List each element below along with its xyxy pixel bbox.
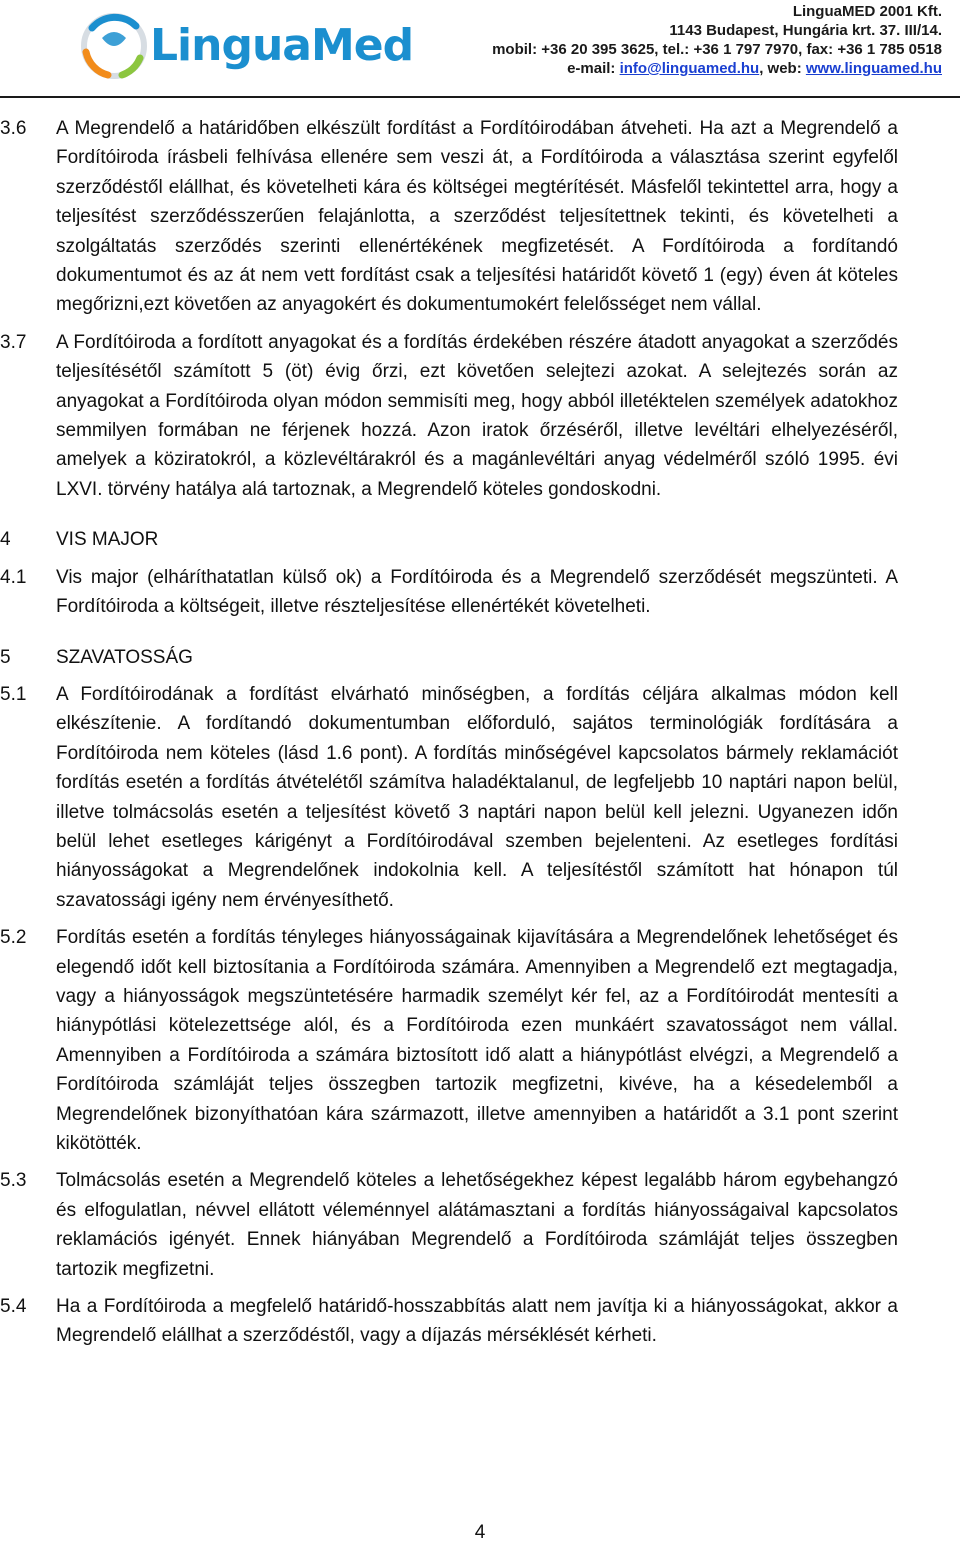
- section-number: 5.4: [0, 1296, 27, 1318]
- section-number: 4.1: [0, 566, 27, 588]
- section-text: Vis major (elháríthatatlan külső ok) a Fordítóiroda és a Megrendelő szerződését megszünteti. A Fordítóiroda a költségeit, illetve részteljesítése ellenértékét követelheti.: [56, 566, 898, 618]
- heading-szavatossag: [0, 643, 960, 672]
- web-label: , web:: [759, 60, 806, 77]
- section-5-4: [0, 1292, 960, 1351]
- company-phones: mobil: +36 20 395 3625, tel.: +36 1 797 7970, fax: +36 1 785 0518: [492, 41, 942, 58]
- section-number: 5.1: [0, 683, 27, 705]
- section-5-1: [0, 680, 960, 915]
- heading-number: 5: [0, 646, 11, 668]
- section-text: A Megrendelő a határidőben elkészült fordítást a Fordítóirodában átveheti. Ha azt a Megrendelő a Fordítóiroda írásbeli felhívása ellenére sem veszi át, a Fordítóiroda a választása szerint egyfelől szerződéstől elállhat, és követelheti kára és költségei megtérítését. Másfelől tekintettel arra, hogy a teljesítést szerződésszerűen felajánlotta, a szerződést teljesítettnek tekinti, és követelheti a szolgáltatás szerződés szerinti ellenértékének megfizetését. A Fordítóiroda a fordítandó dokumentumot és az át nem vett fordítást csak a teljesítési határidőt követő 1 (egy) éven át köteles megőrizni,ezt követően az anyagokért és dokumentumokért felelősséget nem vállal.: [56, 118, 898, 316]
- heading-vis-major: [0, 525, 960, 554]
- section-text: Tolmácsolás esetén a Megrendelő köteles a lehetőségekhez képest legalább három egybehangzó és elfogulatlan, névvel ellátott véleménnyel alátámasztani a fordítás hiányosságaival kapcsolatos reklamációs igényét. Ennek hiányában Megrendelő a Fordítóiroda számláját teljes összegben tartozik megfizetni.: [56, 1170, 898, 1280]
- section-4-1: [0, 563, 960, 622]
- heading-title: VIS MAJOR: [56, 529, 159, 551]
- section-number: 5.2: [0, 927, 27, 949]
- email-label: e-mail:: [567, 60, 620, 77]
- company-web-line: [382, 59, 942, 78]
- logo-text: LinguaMed: [150, 20, 414, 71]
- contact-block: [382, 2, 942, 78]
- section-5-3: [0, 1166, 960, 1284]
- section-3-7: [0, 328, 960, 504]
- section-5-2: [0, 923, 960, 1158]
- header-divider: [0, 96, 960, 98]
- section-number: 5.3: [0, 1170, 27, 1192]
- page-header: [0, 0, 960, 100]
- company-name: LinguaMED 2001 Kft.: [792, 3, 942, 20]
- section-text: A Fordítóiroda a fordított anyagokat és a fordítás érdekében részére átadott anyagokat a szerződés teljesítésétől számított 5 (öt) évig őrzi, ezt követően selejtezi azokat. A selejtezés során az anyagokat a Fordítóiroda olyan módon semmisíti meg, hogy abból illetéktelen személyek adatokhoz semmilyen formában ne férjenek hozzá. Azon iratok őrzéséről, illetve levéltári elhelyezéséről, amelyek a köziratokról, a közlevéltárakról és a magánlevéltári anyag védelméről szóló 1995. évi LXVI. törvény hatálya alá tartoznak, a Megrendelő köteles gondoskodni.: [56, 331, 898, 500]
- email-link[interactable]: info@linguamed.hu: [619, 60, 760, 77]
- heading-title: SZAVATOSSÁG: [56, 646, 193, 668]
- section-text: Fordítás esetén a fordítás tényleges hiányosságainak kijavítására a Megrendelőnek lehetőséget és elegendő időt kell biztosítania a Fordítóiroda számára. Amennyiben a Megrendelő ezt megtagadja, vagy a hiányosságok megszüntetésére harmadik személyt kér fel, az a Fordítóirodát mentesíti a hiánypótlási kötelezettsége alól, és a Fordítóiroda ezen munkáért szavatosságot nem vállal. Amennyiben a Fordítóiroda a számára biztosított idő alatt a hiánypótlást elvégzi, a Megrendelő a Fordítóiroda számláját teljes összegben tartozik megfizetni, kivéve, ha a késedelemből a Megrendelőnek bizonyíthatóan kára származott, illetve amennyiben a határidőt a 3.1 pont szerint kikötötték.: [56, 927, 898, 1154]
- web-link[interactable]: www.linguamed.hu: [805, 60, 942, 77]
- document-body: [0, 114, 960, 1351]
- section-text: A Fordítóirodának a fordítást elvárható minőségben, a fordítás céljára alkalmas módon kell elkészítenie. A fordítandó dokumentumban előforduló, sajátos terminológiák fordítására a Fordítóiroda nem köteles (lásd 1.6 pont). A fordítás minőségével kapcsolatos bármely reklamációt fordítás esetén a fordítás átvételétől számítva haladéktalanul, de legfeljebb 10 naptári napon belül, illetve tolmácsolás esetén a teljesítést követő 3 naptári napon belül kell jelezni. Ugyanezen időn belül lehet esetleges kárigényt a Fordítóirodával szemben bejelenteni. Az esetleges fordítási hiányosságokat a Megrendelőnek indokolnia kell. A teljesítéstől számított hat hónapon túl szavatossági igény nem érvényesíthető.: [56, 683, 898, 911]
- heading-number: 4: [0, 529, 11, 551]
- section-number: 3.7: [0, 331, 27, 353]
- section-3-6: [0, 114, 960, 320]
- logo-mark-icon: [78, 8, 150, 80]
- page-number: 4: [474, 1522, 486, 1543]
- linguamed-logo: [78, 8, 414, 80]
- company-address: 1143 Budapest, Hungária krt. 37. III/14.: [669, 22, 942, 39]
- section-number: 3.6: [0, 118, 27, 139]
- section-text: Ha a Fordítóiroda a megfelelő határidő-hosszabbítás alatt nem javítja ki a hiányosságokat, akkor a Megrendelő elállhat a szerződéstől, vagy a díjazás mérséklését kérheti.: [56, 1296, 898, 1347]
